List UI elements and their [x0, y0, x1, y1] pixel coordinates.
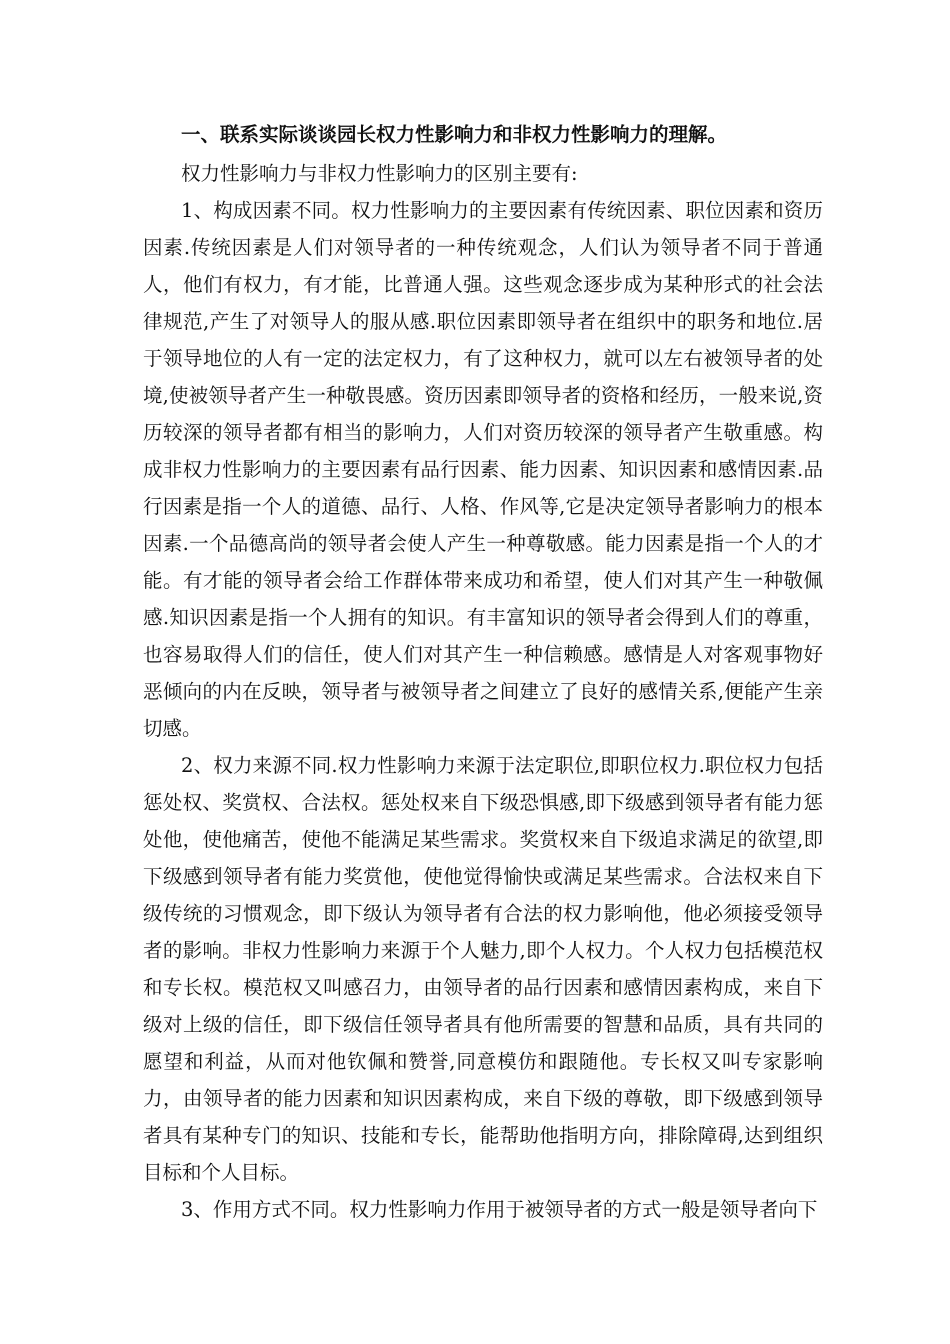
- paragraph-action-mode: 3、作用方式不同。权力性影响力作用于被领导者的方式一般是领导者向下: [181, 1198, 818, 1221]
- section-heading: 一、联系实际谈谈园长权力性影响力和非权力性影响力的理解。: [181, 123, 728, 146]
- paragraph-power-source: 2、权力来源不同.权力性影响力来源于法定职位,即职位权力.职位权力包括惩处权、奖赏权、合法权。惩处权来自下级恐惧感,即下级感到领导者有能力惩处他，使他痛苦，使他不能满足某些需求。奖赏权来自下级追求满足的欲望,即下级感到领导者有能力奖赏他，使他觉得愉快或满足某些需求。合法权来自下级传统的习惯观念，即下级认为领导者有合法的权力影响他，他必须接受领导者的影响。非权力性影响力来源于个人魅力,即个人权力。个人权力包括模范权和专长权。模范权又叫感召力，由领导者的品行因素和感情因素构成，来自下级对上级的信任，即下级信任领导者具有他所需要的智慧和品质，具有共同的愿望和利益，从而对他钦佩和赞誉,同意模仿和跟随他。专长权又叫专家影响力，由领导者的能力因素和知识因素构成，来自下级的尊敬，即下级感到领导者具有某种专门的知识、技能和专长，能帮助他指明方向，排除障碍,达到组织目标和个人目标。: [143, 754, 823, 1184]
- paragraph-intro: 权力性影响力与非权力性影响力的区别主要有:: [181, 162, 578, 185]
- paragraph-composition-factors: 1、构成因素不同。权力性影响力的主要因素有传统因素、职位因素和资历因素.传统因素是人们对领导者的一种传统观念，人们认为领导者不同于普通人，他们有权力，有才能，比普通人强。这些观念逐步成为某种形式的社会法律规范,产生了对领导人的服从感.职位因素即领导者在组织中的职务和地位.居于领导地位的人有一定的法定权力，有了这种权力，就可以左右被领导者的处境,使被领导者产生一种敬畏感。资历因素即领导者的资格和经历，一般来说,资历较深的领导者都有相当的影响力，人们对资历较深的领导者产生敬重感。构成非权力性影响力的主要因素有品行因素、能力因素、知识因素和感情因素.品行因素是指一个人的道德、品行、人格、作风等,它是决定领导者影响力的根本因素.一个品德高尚的领导者会使人产生一种尊敬感。能力因素是指一个人的才能。有才能的领导者会给工作群体带来成功和希望，使人们对其产生一种敬佩感.知识因素是指一个人拥有的知识。有丰富知识的领导者会得到人们的尊重，也容易取得人们的信任，使人们对其产生一种信赖感。感情是人对客观事物好恶倾向的内在反映，领导者与被领导者之间建立了良好的感情关系,便能产生亲切感。: [143, 199, 823, 740]
- document-page: [143, 115, 823, 1228]
